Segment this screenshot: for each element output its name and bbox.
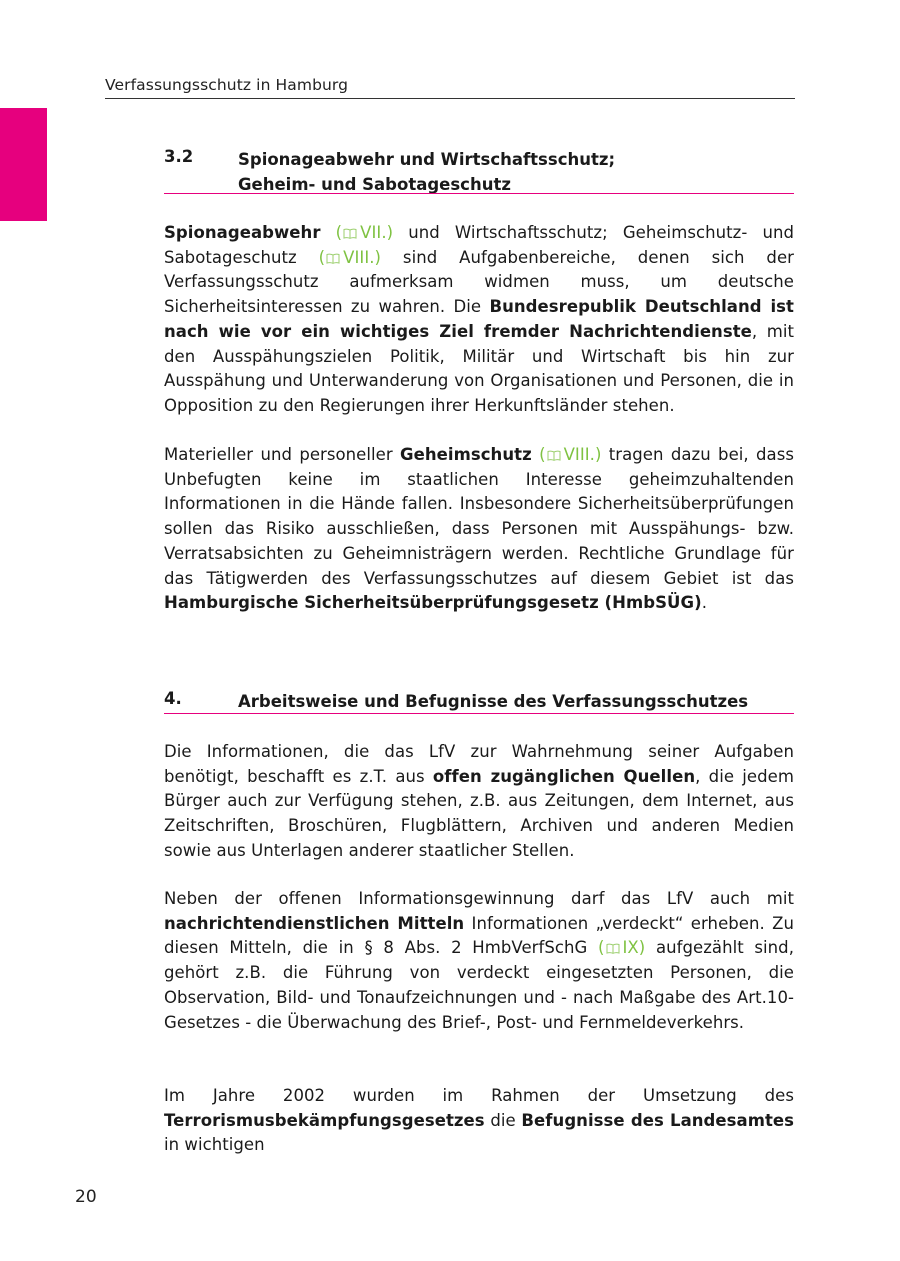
paragraph-offene-quellen: Die Informationen, die das LfV zur Wahrnehmung seiner Aufgaben benötigt, beschafft es z.T. aus offen zugänglichen Quellen, die jedem Bürger auch zur Verfügung stehen, z.B. aus Zeitungen, dem Internet, aus Zeitschriften, Broschüren, Flugblättern, Archiven und anderen Medien sowie aus Unterlagen anderer staatlicher Stellen.	[164, 742, 794, 860]
section-title-line1: Spionageabwehr und Wirtschaftsschutz;	[238, 150, 616, 169]
section-title: Arbeitsweise und Befugnisse des Verfassungsschutzes	[238, 692, 749, 711]
paragraph-terrorismusbekaempfung: Im Jahre 2002 wurden im Rahmen der Umsetzung des Terrorismusbekämpfungsgesetzes die Befugnisse des Landesamtes in wichtigen	[164, 1086, 795, 1155]
bold-term: Befugnisse des Landesamtes	[521, 1110, 795, 1130]
bold-term: Terrorismusbekämpfungsgesetzes	[164, 1110, 485, 1130]
bold-term: Bundesrepublik Deutschland ist nach wie vor ein wichtiges Ziel fremder Nachrichtendienste	[164, 297, 794, 341]
section-number: 4.	[164, 689, 182, 708]
section-rule	[164, 713, 794, 714]
cross-reference: ( VIII.)	[318, 247, 382, 267]
book-icon	[326, 253, 340, 264]
section-heading-3-2	[164, 147, 794, 197]
bold-term: offen zugänglichen Quellen	[432, 766, 696, 786]
bold-term: Spionageabwehr	[164, 223, 321, 242]
bold-term: Hamburgische Sicherheitsüberprüfungsgesetz (HmbSÜG)	[164, 593, 702, 613]
page-number: 20	[75, 1187, 97, 1207]
cross-reference: ( VII.)	[335, 223, 394, 242]
bold-term: nachrichtendienstlichen Mitteln	[164, 913, 465, 933]
cross-reference: ( VIII.)	[539, 445, 602, 464]
running-head: Verfassungsschutz in Hamburg	[105, 76, 349, 94]
header-rule	[105, 98, 795, 99]
section-heading-4	[164, 689, 794, 714]
paragraph-nachrichtendienstliche-mittel: Neben der offenen Informationsgewinnung darf das LfV auch mit nachrichtendienstlichen Mitteln Informationen „verdeckt“ erheben. Zu diesen Mitteln, die in § 8 Abs. 2 HmbVerfSchG ( IX) aufgezählt sind, gehört z.B. die Führung von verdeckt eingesetzten Personen, die Observation, Bild- und Tonaufzeichnungen und - nach Maßgabe des Art.10-Gesetzes - die Überwachung des Brief-, Post- und Fernmeldeverkehrs.	[164, 889, 794, 1032]
section-rule	[164, 193, 794, 194]
paragraph-geheimschutz: Materieller und personeller Geheimschutz ( VIII.) tragen dazu bei, dass Unbefugten keine im staatlichen Interesse geheimzuhaltenden Informationen in die Hände fallen. Insbesondere Sicherheitsüberprüfungen sollen das Risiko ausschließen, dass Personen mit Ausspähungs- bzw. Verratsabsichten zu Geheimnisträgern werden. Rechtliche Grundlage für das Tätigwerden des Verfassungsschutzes auf diesem Gebiet ist das Hamburgische Sicherheitsüberprüfungsgesetz (HmbSÜG).	[164, 445, 794, 613]
paragraph-spionageabwehr: Spionageabwehr ( VII.) und Wirtschaftsschutz; Geheimschutz- und Sabotageschutz ( VIII.) sind Aufgabenbereiche, denen sich der Verfassungsschutz aufmerksam widmen muss, um deutsche Sicherheitsinteressen zu wahren. Die Bundesrepublik Deutschland ist nach wie vor ein wichtiges Ziel fremder Nachrichtendienste, mit den Ausspähungszielen Politik, Militär und Wirtschaft bis hin zur Ausspähung und Unterwanderung von Organisationen und Personen, die in Opposition zu den Regierungen ihrer Herkunftsländer stehen.	[164, 223, 794, 415]
book-icon	[547, 450, 561, 461]
book-icon	[606, 943, 620, 954]
section-number: 3.2	[164, 147, 194, 166]
section-title-line2: Geheim- und Sabotageschutz	[238, 175, 511, 194]
chapter-accent-bar	[0, 108, 47, 221]
cross-reference: ( IX)	[598, 938, 646, 958]
book-icon	[343, 228, 357, 239]
bold-term: Geheimschutz	[400, 445, 532, 464]
